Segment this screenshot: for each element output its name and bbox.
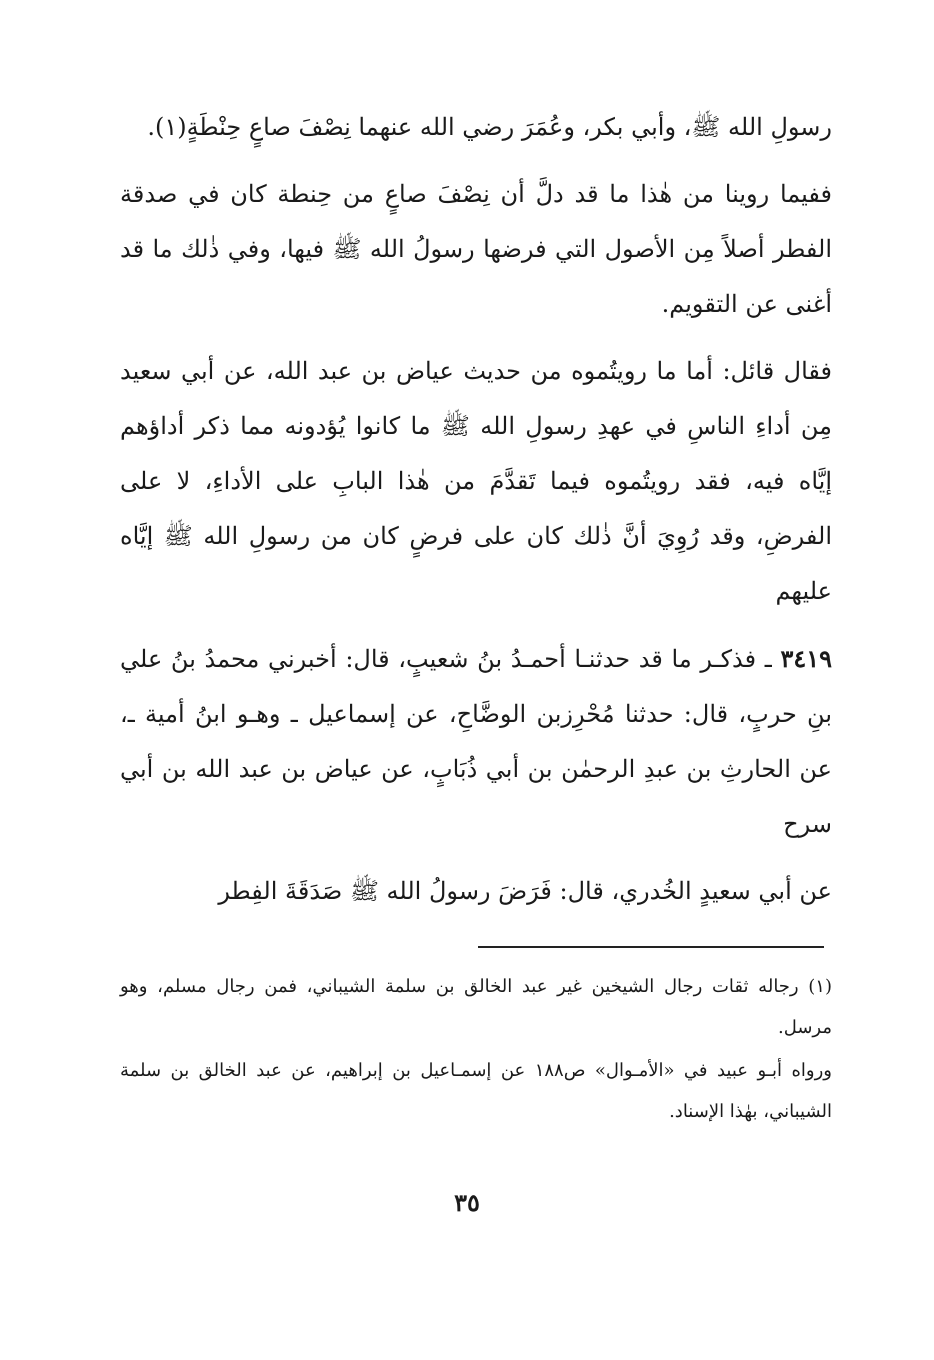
footnote-2: ورواه أبـو عبيد في «الأمـوال» ص١٨٨ عن إسمـاعيل بن إبراهيم، عن عبد الخالق بن سلمة الشيباني، بهٰذا الإسناد. <box>120 1060 832 1122</box>
hadith-number: ٣٤١٩ <box>780 644 832 673</box>
paragraph-hadith <box>120 631 832 852</box>
page-number: ٣٥ <box>454 1188 480 1217</box>
paragraph-1: رسولِ الله ﷺ، وأبي بكر، وعُمَرَ رضي الله عنهما نِصْفَ صاعٍ حِنْطَةٍ(١). <box>147 113 832 141</box>
paragraph-2: ففيما روينا من هٰذا ما قد دلَّ أن نِصْفَ صاعٍ من حِنطة كان في صدقة الفطر أصلاً مِن الأصول التي فرضها رسولُ الله ﷺ فيها، وفي ذٰلك ما قد أغنى عن التقويم. <box>120 180 832 318</box>
paragraph-5: عن أبي سعيدٍ الخُدري، قال: فَرَضَ رسولُ الله ﷺ صَدَقَةَ الفِطر <box>218 877 832 905</box>
footnote-1: (١) رجاله ثقات رجال الشيخين غير عبد الخالق بن سلمة الشيباني، فمن رجال مسلم، وهو مرسل. <box>120 976 832 1038</box>
hadith-text: ـ فذكـر ما قد حدثنـا أحمـدُ بنُ شعيبٍ، قال: أخبرني محمدُ بنُ علي بنِ حربٍ، قال: حدثنا مُحْرِزبن الوضَّاحِ، عن إسماعيل ـ وهـو ابنُ أمية ـ، عن الحارثِ بن عبدِ الرحمٰن بن أبي ذُبَابٍ، عن عياض بن عبد الله بن أبي سرح <box>120 645 832 838</box>
page-body <box>120 100 832 919</box>
paragraph-3: فقال قائل: أما ما رويتُموه من حديث عياض بن عبد الله، عن أبي سعيد مِن أداءِ الناسِ في عهدِ رسولِ الله ﷺ ما كانوا يُؤدونه مما ذكر أداؤهم إيَّاه فيه، فقد رويتُموه فيما تَقدَّمَ من هٰذا البابِ على الأداءِ، لا على الفرضِ، وقد رُوِيَ أنَّ ذٰلك كان على فرضٍ كان من رسولِ الله ﷺ إيَّاه عليهم <box>120 357 832 605</box>
footnote-divider <box>478 946 824 948</box>
footnotes <box>120 966 832 1134</box>
